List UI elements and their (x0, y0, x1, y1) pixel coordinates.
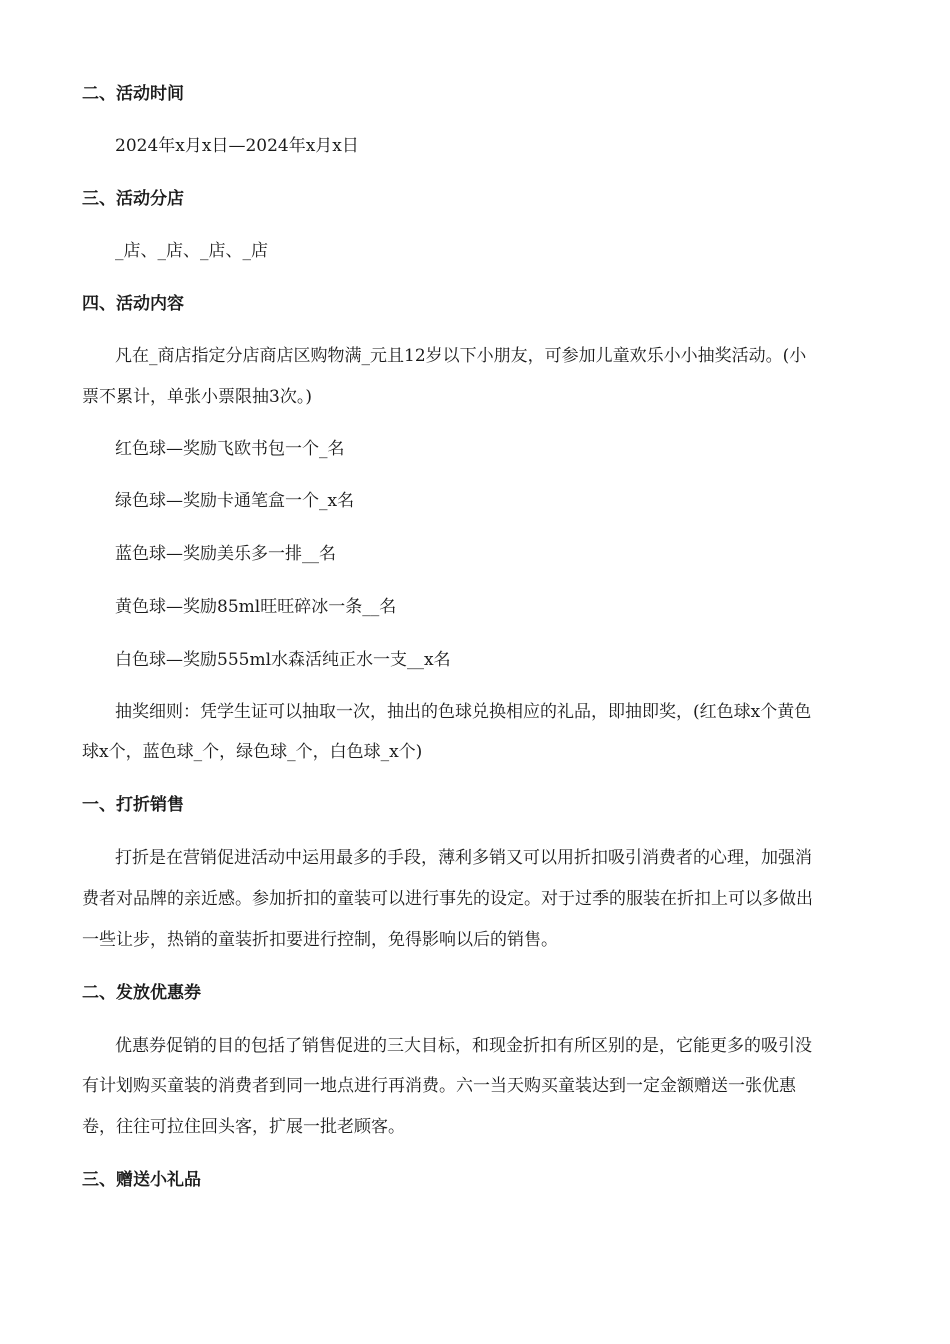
heading-coupons: 二、发放优惠券 (82, 983, 201, 1003)
activity-stores-text: _店、_店、_店、_店 (115, 241, 268, 261)
heading-small-gifts: 三、赠送小礼品 (82, 1170, 201, 1190)
discount-line3: 一些让步，热销的童装折扣要进行控制，免得影响以后的销售。 (82, 930, 558, 950)
discount-line2: 费者对品牌的亲近感。参加折扣的童装可以进行事先的设定。对于过季的服装在折扣上可以多做出 (82, 889, 813, 909)
content-paragraph-line1: 凡在_商店指定分店商店区购物满_元且12岁以下小朋友，可参加儿童欢乐小小抽奖活动。(小 (115, 346, 807, 366)
prize-white: 白色球—奖励555ml水森活纯正水一支__x名 (115, 650, 451, 670)
rules-line2: 球x个，蓝色球_个，绿色球_个，白色球_x个) (82, 742, 423, 762)
prize-green: 绿色球—奖励卡通笔盒一个_x名 (115, 491, 355, 511)
coupons-line1: 优惠券促销的目的包括了销售促进的三大目标，和现金折扣有所区别的是，它能更多的吸引没 (115, 1036, 812, 1056)
prize-yellow: 黄色球—奖励85ml旺旺碎冰一条__名 (115, 597, 397, 617)
coupons-line2: 有计划购买童装的消费者到同一地点进行再消费。六一当天购买童装达到一定金额赠送一张优惠 (82, 1076, 796, 1096)
heading-activity-content: 四、活动内容 (82, 294, 184, 314)
prize-red: 红色球—奖励飞欧书包一个_名 (115, 439, 345, 459)
heading-discount-sale: 一、打折销售 (82, 795, 184, 815)
rules-line1: 抽奖细则：凭学生证可以抽取一次，抽出的色球兑换相应的礼品，即抽即奖，(红色球x个黄色 (115, 702, 812, 722)
heading-activity-stores: 三、活动分店 (82, 189, 184, 209)
coupons-line3: 卷，往往可拉住回头客，扩展一批老顾客。 (82, 1117, 405, 1137)
discount-line1: 打折是在营销促进活动中运用最多的手段，薄利多销又可以用折扣吸引消费者的心理，加强消 (115, 848, 812, 868)
activity-time-text: 2024年x月x日—2024年x月x日 (115, 136, 359, 156)
heading-activity-time: 二、活动时间 (82, 84, 184, 104)
content-paragraph-line2: 票不累计，单张小票限抽3次。) (82, 387, 312, 407)
prize-blue: 蓝色球—奖励美乐多一排__名 (115, 544, 336, 564)
